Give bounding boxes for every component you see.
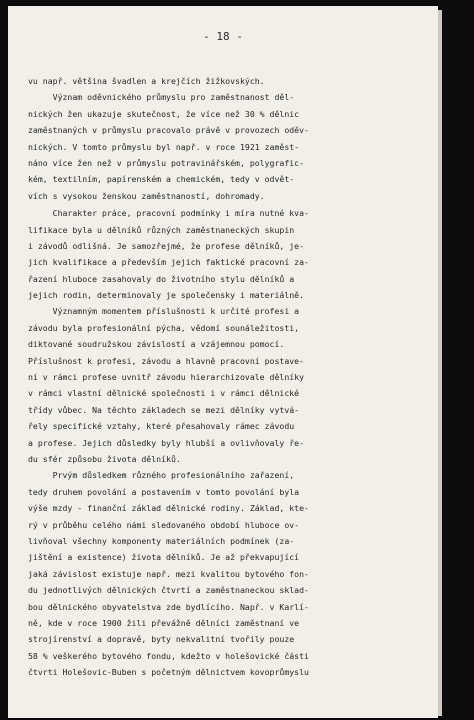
text-line: livňoval všechny komponenty materiálních podmínek (za- (28, 535, 295, 546)
text-line: náno více žen než v průmyslu potravinářském, polygrafic- (28, 157, 305, 168)
text-line: v rámci vlastní dělnické společnosti i v rámci dělnické (28, 388, 300, 399)
text-line: nických. V tomto průmyslu byl např. v roce 1921 zaměst- (28, 141, 300, 152)
text-line: vu např. většina švadlen a krejčích žižkovských. (28, 76, 265, 86)
text-line: a profese. Jejich důsledky byly hlubší a ovlivňovaly ře- (28, 437, 305, 448)
text-line: i závodů odlišná. Je samozřejmé, že profese dělníků, je- (28, 240, 305, 251)
text-line: jaká závislost existuje např. mezi kvalitou bytového fon- (28, 568, 309, 579)
document-page (8, 6, 438, 718)
text-line: strojírenství a dopravě, byty nekvalitní tvořily pouze (28, 634, 295, 645)
text-line: jich kvalifikace a především jejich faktické pracovní za- (28, 257, 309, 268)
text-line: jištění a existence) života dělníků. Je až překvapující (28, 552, 300, 563)
text-line: Význam oděvnického průmyslu pro zaměstnanost děl- (28, 92, 295, 103)
text-line: výše mzdy - finanční základ dělnické rodiny. Základ, kte- (28, 503, 309, 514)
text-line: ně, kde v roce 1900 žili převážně dělníci zaměstnaní ve (28, 617, 300, 628)
text-line: ní v rámci profese uvnitř závodu hierarchizovale dělníky (28, 372, 305, 383)
text-line: du jednotlivých dělnických čtvrtí a zaměstnaneckou sklad- (28, 585, 309, 596)
text-line: řely specifické vztahy, které přesahovaly rámec závodu (28, 421, 295, 432)
text-line: Charakter práce, pracovní podmínky i míra nutné kva- (28, 208, 309, 219)
text-line: rý v průběhu celého námi sledovaného období hluboce ov- (28, 519, 300, 530)
page-number: - 18 - (203, 30, 243, 43)
text-line: vích s vysokou ženskou zaměstnaností, dohromady. (28, 190, 265, 201)
text-line: třídy vůbec. Na těchto základech se mezi dělníky vytvá- (28, 404, 300, 415)
text-line: diktované soudružskou závislostí a vzájemnou pomocí. (28, 339, 285, 350)
body-text (28, 73, 384, 680)
text-line: tedy druhem povolání a postavením v tomto povolání byla (28, 486, 300, 497)
text-line: Příslušnost k profesi, závodu a hlavně pracovní postave- (28, 355, 305, 366)
page-edge (438, 10, 442, 716)
text-line: nických žen ukazuje skutečnost, že více než 30 % dělnic (28, 108, 300, 119)
text-line: čtvrti Holešovic-Buben s početným dělnictvem kovoprůmyslu (28, 667, 309, 678)
text-line: závodu byla profesionální pýcha, vědomí sounáležitosti, (28, 322, 300, 333)
text-line: Významným momentem příslušnosti k určité profesi a (28, 306, 300, 317)
text-line: Prvým důsledkem různého profesionálního zařazení, (28, 470, 295, 481)
text-line: jejich rodin, determinovaly je společensky i materiálně. (28, 290, 305, 301)
text-line: zaměstnaných v průmyslu pracovalo právě v provozech oděv- (28, 125, 309, 136)
text-line: bou dělnického obyvatelstva zde bydlícího. Např. v Karlí- (28, 601, 309, 612)
text-line: řazení hluboce zasahovaly do životního stylu dělníků a (28, 273, 295, 284)
text-line: 58 % veškerého bytového fondu, kdežto v holešovické části (28, 650, 309, 661)
text-line: kém, textilním, papírenském a chemickém, tedy v odvět- (28, 174, 295, 185)
text-line: du sfér způsobu života dělníků. (28, 453, 181, 464)
text-line: lifikace byla u dělníků různých zaměstnaneckých skupin (28, 224, 295, 235)
